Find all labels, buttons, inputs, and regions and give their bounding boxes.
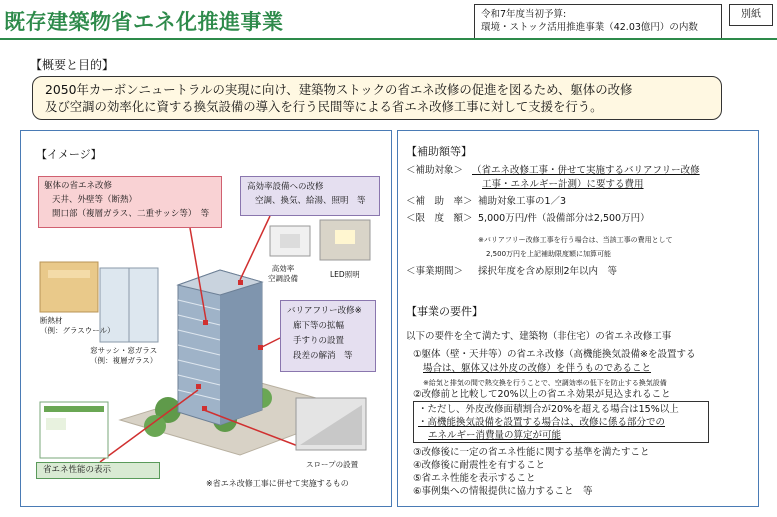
led-light [335, 230, 355, 244]
overview-line-1: 2050年カーボンニュートラルの実現に向け、建築物ストックの省エネ改修の促進を図るため、躯体の改修 [45, 82, 633, 97]
subsidy-target-text-1: （省エネ改修工事・併せて実施するバリアフリー改修 [472, 165, 700, 176]
callout-barrierfree-line: 手すりの設置 [293, 336, 345, 346]
subsidy-limit-note-1: ※バリアフリー改修工事を行う場合は、当該工事の費用として [478, 236, 673, 244]
marker-icon [203, 320, 208, 325]
callout-barrierfree [280, 300, 376, 372]
callout-body-renovation [38, 176, 222, 228]
marker-icon [196, 384, 201, 389]
subsidy-limit-label: ＜限 度 額＞ [406, 213, 473, 224]
caption-aircon [268, 264, 298, 284]
callout-body-title: 躯体の省エネ改修 [44, 181, 113, 191]
requirement-2-line-1: ②改修前と比較して20%以上の省エネ効果が見込まれること [413, 389, 671, 400]
subsidy-period-label: ＜事業期間＞ [406, 266, 464, 277]
requirement-1-line-1: ①躯体（壁・天井等）の省エネ改修（高機能換気設備※を設置する [413, 349, 696, 360]
requirement-1-line-2: 場合は、躯体又は外皮の改修）を伴うものであること [423, 363, 652, 374]
budget-line-1: 令和7年度当初予算: [481, 9, 567, 20]
requirements-intro: 以下の要件を全て満たす、建築物（非住宅）の省エネ改修工事 [406, 331, 672, 342]
budget-line-2: 環境・ストック活用推進事業（42.03億円）の内数 [481, 22, 698, 33]
subsidy-target-label: ＜補助対象＞ [406, 165, 464, 176]
image-panel-label: 【イメージ】 [36, 148, 102, 161]
caption-aircon-line: 高効率 [271, 264, 295, 273]
caption-sash-line: 窓サッシ・窓ガラス [90, 346, 158, 355]
requirement-5: ⑤省エネ性能を表示すること [413, 473, 536, 484]
insulation-image [40, 262, 98, 312]
caption-sash [90, 346, 157, 366]
callout-equipment [240, 176, 380, 216]
callout-body-line: 開口部（複層ガラス、二重サッシ等） 等 [52, 209, 210, 219]
subsidy-heading: 【補助額等】 [406, 145, 472, 158]
subsidy-period-text: 採択年度を含め原則2年以内 等 [478, 266, 618, 277]
callout-body-line: 天井、外壁等（断熱） [52, 195, 138, 205]
callout-equipment-line: 空調、換気、給湯、照明 等 [255, 196, 366, 206]
callout-barrierfree-line: 段差の解消 等 [293, 351, 353, 361]
image-note: ※省エネ改修工事に併せて実施するもの [206, 479, 349, 488]
requirement-6: ⑥事例集への情報提供に協力すること 等 [413, 486, 593, 497]
subsidy-limit-text: 5,000万円/件（設備部分は2,500万円） [478, 213, 650, 224]
caption-sash-line: （例：複層ガラス） [90, 356, 158, 365]
caption-led: LED照明 [330, 270, 360, 279]
requirement-3: ③改修後に一定の省エネ性能に関する基準を満たすこと [413, 447, 650, 458]
subsidy-target-text-2: 工事・エネルギー計測）に要する費用 [482, 179, 644, 190]
marker-icon [258, 345, 263, 350]
certificate-rating [46, 418, 66, 430]
page-title: 既存建築物省エネ化推進事業 [4, 10, 284, 34]
overview-line-2: 及び空調の効率化に資する換気設備の導入を行う民間等による省エネ改修工事に対して支援を行う。 [45, 98, 603, 114]
callout-barrierfree-line: 廊下等の拡幅 [293, 321, 345, 331]
requirements-heading: 【事業の要件】 [406, 305, 483, 318]
requirement-1-note: ※給気と排気の間で熱交換を行うことで、空調効率の低下を防止する換気設備 [423, 379, 667, 387]
subsidy-limit-note-2: 2,500万円を上記補助限度額に加算可能 [486, 250, 612, 258]
attachment-label: 別紙 [729, 4, 773, 26]
caption-insulation-line: 断熱材 [40, 316, 63, 325]
caption-insulation [40, 316, 115, 336]
callout-barrierfree-title: バリアフリー改修※ [287, 306, 362, 316]
requirement-2-box-line-2: ・高機能換気設備を設置する場合は、改修に係る部分での [418, 417, 666, 428]
requirement-2-box-line-1: ・ただし、外皮改修面積割合が20%を超える場合は15%以上 [418, 404, 679, 415]
aircon-vent [280, 234, 300, 248]
callout-display: 省エネ性能の表示 [36, 462, 160, 479]
subsidy-rate-text: 補助対象工事の1／3 [478, 196, 567, 207]
tree-icon [144, 415, 166, 437]
caption-insulation-line: （例：グラスウール） [40, 326, 115, 335]
caption-slope: スロープの設置 [306, 460, 359, 469]
caption-aircon-line: 空調設備 [268, 274, 298, 283]
certificate-header [44, 406, 104, 412]
requirement-2-box-line-3: エネルギー消費量の算定が可能 [428, 430, 562, 441]
insulation-layer [48, 270, 90, 278]
marker-icon [238, 280, 243, 285]
subsidy-rate-label: ＜補 助 率＞ [406, 196, 473, 207]
overview-heading: 【概要と目的】 [30, 58, 115, 72]
requirement-4: ④改修後に耐震性を有すること [413, 460, 546, 471]
callout-equipment-title: 高効率設備への改修 [247, 182, 324, 192]
